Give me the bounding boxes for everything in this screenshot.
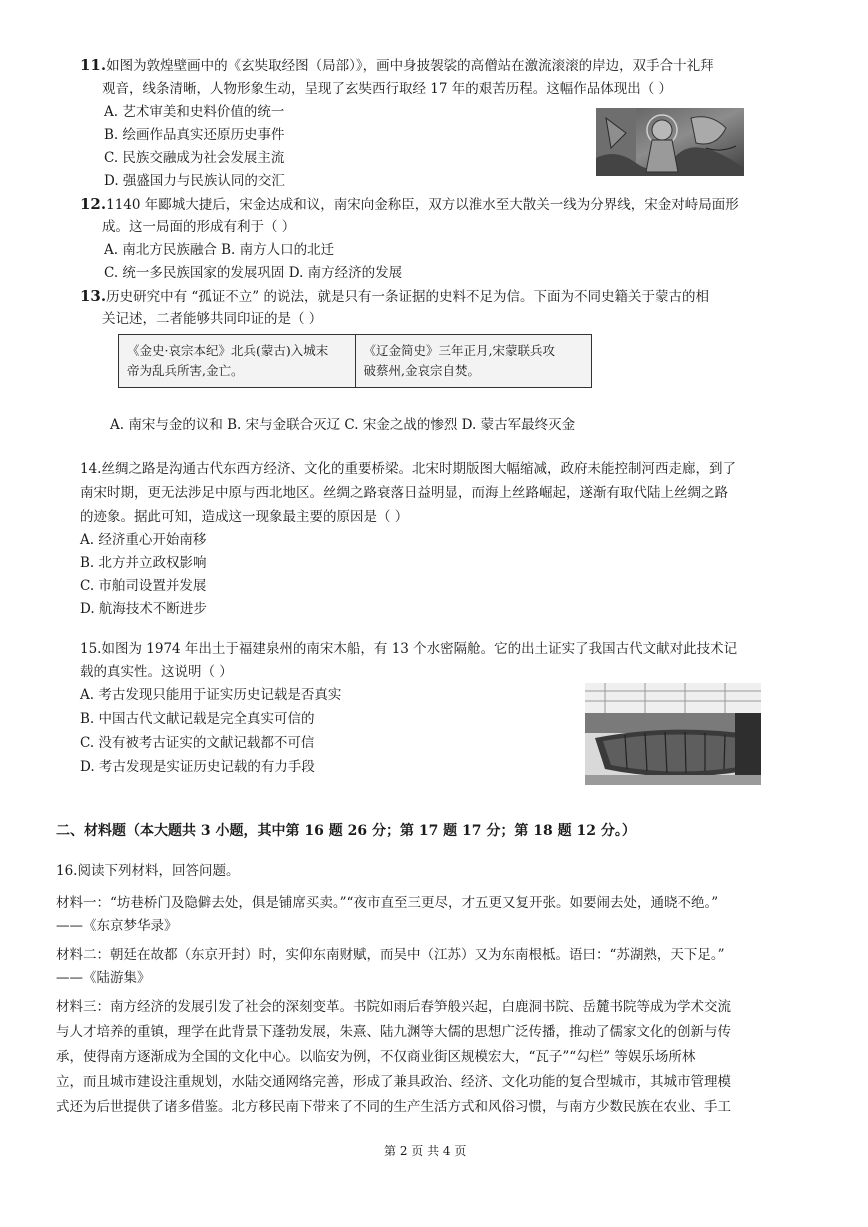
q16-material1-line1: 材料一：“坊巷桥门及隐僻去处，俱是铺席买卖。”“夜市直至三更尽，才五更又复开张。如要闹去处，通晓不绝。” [56,895,719,911]
mural-image [596,108,744,176]
q15-stem-line2: 载的真实性。这说明（ ） [80,664,233,680]
q13-options[interactable]: A. 南宋与金的议和 B. 宋与金联合灭辽 C. 宋金之战的惨烈 D. 蒙古军最终灭金 [110,417,576,433]
q14-stem-line3: 的迹象。据此可知，造成这一现象最主要的原因是（ ） [80,509,409,525]
q16-material3-line2: 与人才培养的重镇，理学在此背景下蓬勃发展，朱熹、陆九渊等大儒的思想广泛传播，推动了儒家文化的创新与传 [56,1024,731,1040]
q12-stem-line2: 成。这一局面的形成有利于（ ） [102,219,296,235]
q12-text-1: 1140 年郾城大捷后，宋金达成和议，南宋向金称臣，双方以淮水至大散关一线为分界线，宋金对峙局面形 [106,197,739,213]
q16-material3-line4: 立，而且城市建设注重规划，水陆交通网络完善，形成了兼具政治、经济、文化功能的复合型城市，其城市管理模 [56,1074,731,1090]
q13-stem-line2: 关记述，二者能够共同印证的是（ ） [102,311,323,327]
q13-source-left [119,335,356,388]
q13-source-right [355,335,592,388]
q11-option-c[interactable]: C. 民族交融成为社会发展主流 [104,150,285,166]
q13-source-table [118,334,592,388]
q16-intro: 16.阅读下列材料，回答问题。 [56,863,240,879]
q16-material3-line1: 材料三：南方经济的发展引发了社会的深刻变革。书院如雨后春笋般兴起，白鹿洞书院、岳麓书院等成为学术交流 [56,999,731,1015]
q14-option-d[interactable]: D. 航海技术不断进步 [80,601,207,617]
q13-source-left-line2: 帝为乱兵所害,金亡。 [127,363,244,378]
q16-material2-source: ——《陆游集》 [56,970,151,986]
q16-material3-line3: 承，使得南方逐渐成为全国的文化中心。以临安为例，不仅商业街区规模宏大，“瓦子”“勾栏” 等娱乐场所林 [56,1049,696,1065]
q11-stem-line1 [80,56,714,75]
q11-text-1: 如图为敦煌壁画中的《玄奘取经图（局部）》，画中身披袈裟的高僧站在激流滚滚的岸边，双手合十礼拜 [106,58,714,74]
page-footer: 第 2 页 共 4 页 [384,1144,467,1158]
q12-number: 12. [80,195,107,213]
q11-number: 11. [80,56,107,74]
q15-option-d[interactable]: D. 考古发现是实证历史记载的有力手段 [80,759,315,775]
q14-stem-line2: 南宋时期，更无法涉足中原与西北地区。丝绸之路衰落日益明显，而海上丝路崛起，遂渐有取代陆上丝绸之路 [80,485,728,501]
q13-number: 13. [80,287,107,305]
q14-stem-line1: 14.丝绸之路是沟通古代东西方经济、文化的重要桥梁。北宋时期版图大幅缩减，政府未能控制河西走廊，到了 [80,461,736,477]
section-2-heading: 二、材料题（本大题共 3 小题，其中第 16 题 26 分；第 17 题 17 分；第 18 题 12 分。） [56,823,636,839]
q11-stem-line2: 观音，线条清晰，人物形象生动，呈现了玄奘西行取经 17 年的艰苦历程。这幅作品体现出（ ） [102,81,673,97]
ship-photo [585,683,761,785]
q16-material1-source: ——《东京梦华录》 [56,918,178,934]
q13-stem-line1 [80,287,709,306]
q11-option-d[interactable]: D. 强盛国力与民族认同的交汇 [104,173,285,189]
q11-option-b[interactable]: B. 绘画作品真实还原历史事件 [104,127,285,143]
q13-source-right-line1: 《辽金简史》三年正月,宋蒙联兵攻 [363,343,555,358]
q14-option-c[interactable]: C. 市舶司设置并发展 [80,578,207,594]
q15-stem-line1: 15.如图为 1974 年出土于福建泉州的南宋木船，有 13 个水密隔舱。它的出土证实了我国古代文献对此技术记 [80,641,738,657]
q16-material2-line1: 材料二：朝廷在故都（东京开封）时，实仰东南财赋，而吴中（江苏）又为东南根柢。语曰：“苏湖熟，天下足。” [56,947,725,963]
q11-option-a[interactable]: A. 艺术审美和史料价值的统一 [104,104,285,120]
q13-source-right-line2: 破蔡州,金哀宗自焚。 [363,363,480,378]
q12-options-ab[interactable]: A. 南北方民族融合 B. 南方人口的北迁 [104,242,335,258]
q15-option-a[interactable]: A. 考古发现只能用于证实历史记载是否真实 [80,687,342,703]
q12-options-cd[interactable]: C. 统一多民族国家的发展巩固 D. 南方经济的发展 [104,265,403,281]
q13-text-1: 历史研究中有 “孤证不立” 的说法，就是只有一条证据的史料不足为信。下面为不同史籍关于蒙古的相 [106,289,709,305]
q14-option-a[interactable]: A. 经济重心开始南移 [80,532,207,548]
q13-source-left-line1: 《金史·哀宗本纪》北兵(蒙古)入城末 [127,343,329,358]
q14-option-b[interactable]: B. 北方并立政权影响 [80,555,207,571]
q12-stem-line1 [80,195,739,214]
q16-material3-line5: 式还为后世提供了诸多借鉴。北方移民南下带来了不同的生产生活方式和风俗习惯，与南方少数民族在农业、手工 [56,1099,731,1115]
q15-option-c[interactable]: C. 没有被考古证实的文献记载都不可信 [80,735,315,751]
q15-option-b[interactable]: B. 中国古代文献记载是完全真实可信的 [80,711,315,727]
